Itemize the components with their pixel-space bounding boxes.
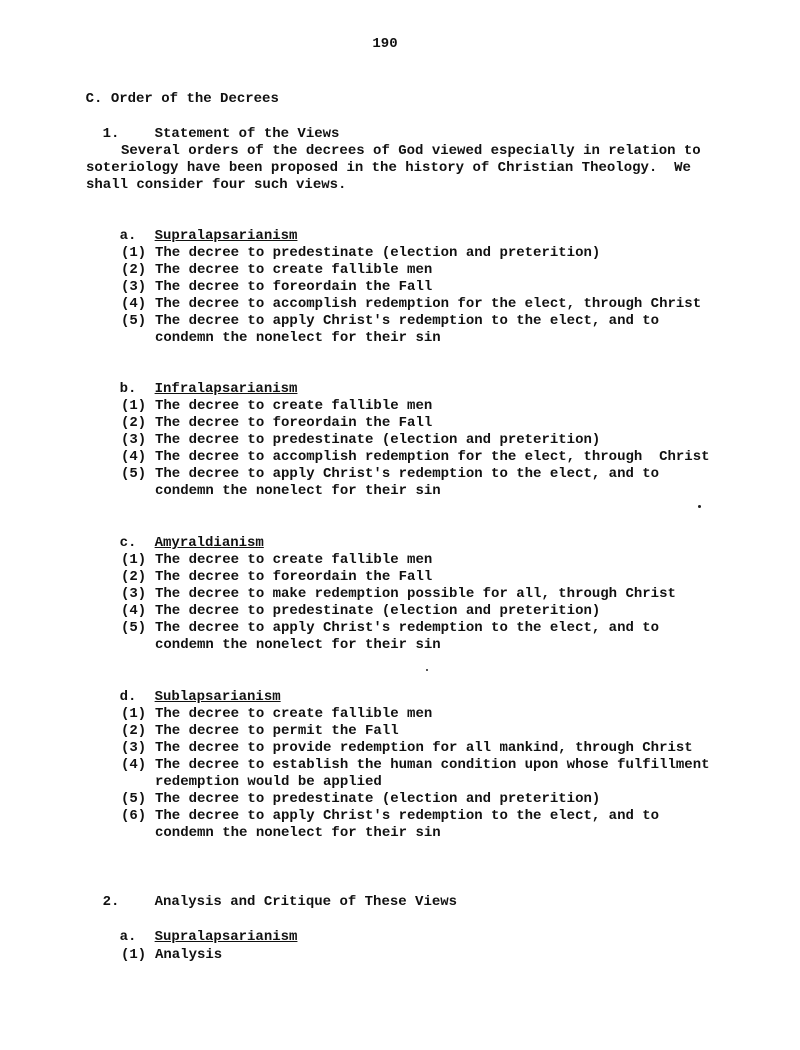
- list-item: (1) The decree to predestinate (election and preterition): [121, 245, 601, 261]
- list-item: (3) The decree to predestinate (election and preterition): [121, 432, 601, 448]
- list-item-continuation: condemn the nonelect for their sin: [155, 483, 441, 499]
- list-item-continuation: redemption would be applied: [155, 774, 382, 790]
- view-c-label: c.: [119, 535, 137, 551]
- list-item: (6) The decree to apply Christ's redemption to the elect, and to: [121, 808, 660, 824]
- page-number: 190: [372, 36, 398, 52]
- view-c-title: Amyraldianism: [154, 535, 264, 551]
- list-item: (1) Analysis: [121, 947, 223, 963]
- list-item: (5) The decree to predestinate (election and preterition): [121, 791, 601, 807]
- intro-line-1: Several orders of the decrees of God viewed especially in relation to: [121, 143, 701, 159]
- list-item: (5) The decree to apply Christ's redemption to the elect, and to: [121, 620, 660, 636]
- list-item: (1) The decree to create fallible men: [121, 398, 433, 414]
- section-c-title: Order of the Decrees: [110, 91, 279, 107]
- list-item: (4) The decree to predestinate (election and preterition): [121, 603, 601, 619]
- list-item: (4) The decree to accomplish redemption for the elect, through Christ: [121, 449, 710, 465]
- subsection-1-title: Statement of the Views: [154, 126, 340, 142]
- list-item: (3) The decree to make redemption possible for all, through Christ: [121, 586, 676, 602]
- view-d-title: Sublapsarianism: [154, 689, 281, 705]
- scan-speck: [426, 669, 428, 671]
- list-item: (2) The decree to create fallible men: [121, 262, 433, 278]
- scan-speck: [698, 505, 701, 508]
- intro-line-3: shall consider four such views.: [86, 177, 347, 193]
- list-item-continuation: condemn the nonelect for their sin: [155, 637, 441, 653]
- view-d-label: d.: [119, 689, 137, 705]
- view-a-label: a.: [119, 228, 137, 244]
- list-item: (1) The decree to create fallible men: [121, 706, 433, 722]
- subsection-1-label: 1.: [102, 126, 120, 142]
- list-item: (4) The decree to accomplish redemption for the elect, through Christ: [121, 296, 702, 312]
- list-item: (2) The decree to foreordain the Fall: [121, 415, 433, 431]
- list-item: (2) The decree to permit the Fall: [121, 723, 399, 739]
- list-item: (3) The decree to foreordain the Fall: [121, 279, 433, 295]
- view-b-title: Infralapsarianism: [154, 381, 298, 397]
- view-b-label: b.: [119, 381, 137, 397]
- list-item: (2) The decree to foreordain the Fall: [121, 569, 433, 585]
- analysis-a-label: a.: [119, 929, 137, 945]
- list-item-continuation: condemn the nonelect for their sin: [155, 825, 441, 841]
- intro-line-2: soteriology have been proposed in the history of Christian Theology. We: [86, 160, 691, 176]
- subsection-2-title: Analysis and Critique of These Views: [154, 894, 458, 910]
- list-item: (4) The decree to establish the human condition upon whose fulfillment: [121, 757, 710, 773]
- list-item: (5) The decree to apply Christ's redemption to the elect, and to: [121, 313, 660, 329]
- list-item: (5) The decree to apply Christ's redemption to the elect, and to: [121, 466, 660, 482]
- analysis-a-title: Supralapsarianism: [154, 929, 298, 945]
- view-a-title: Supralapsarianism: [154, 228, 298, 244]
- list-item-continuation: condemn the nonelect for their sin: [155, 330, 441, 346]
- subsection-2-label: 2.: [102, 894, 120, 910]
- section-c-label: C.: [85, 91, 103, 107]
- list-item: (1) The decree to create fallible men: [121, 552, 433, 568]
- list-item: (3) The decree to provide redemption for all mankind, through Christ: [121, 740, 693, 756]
